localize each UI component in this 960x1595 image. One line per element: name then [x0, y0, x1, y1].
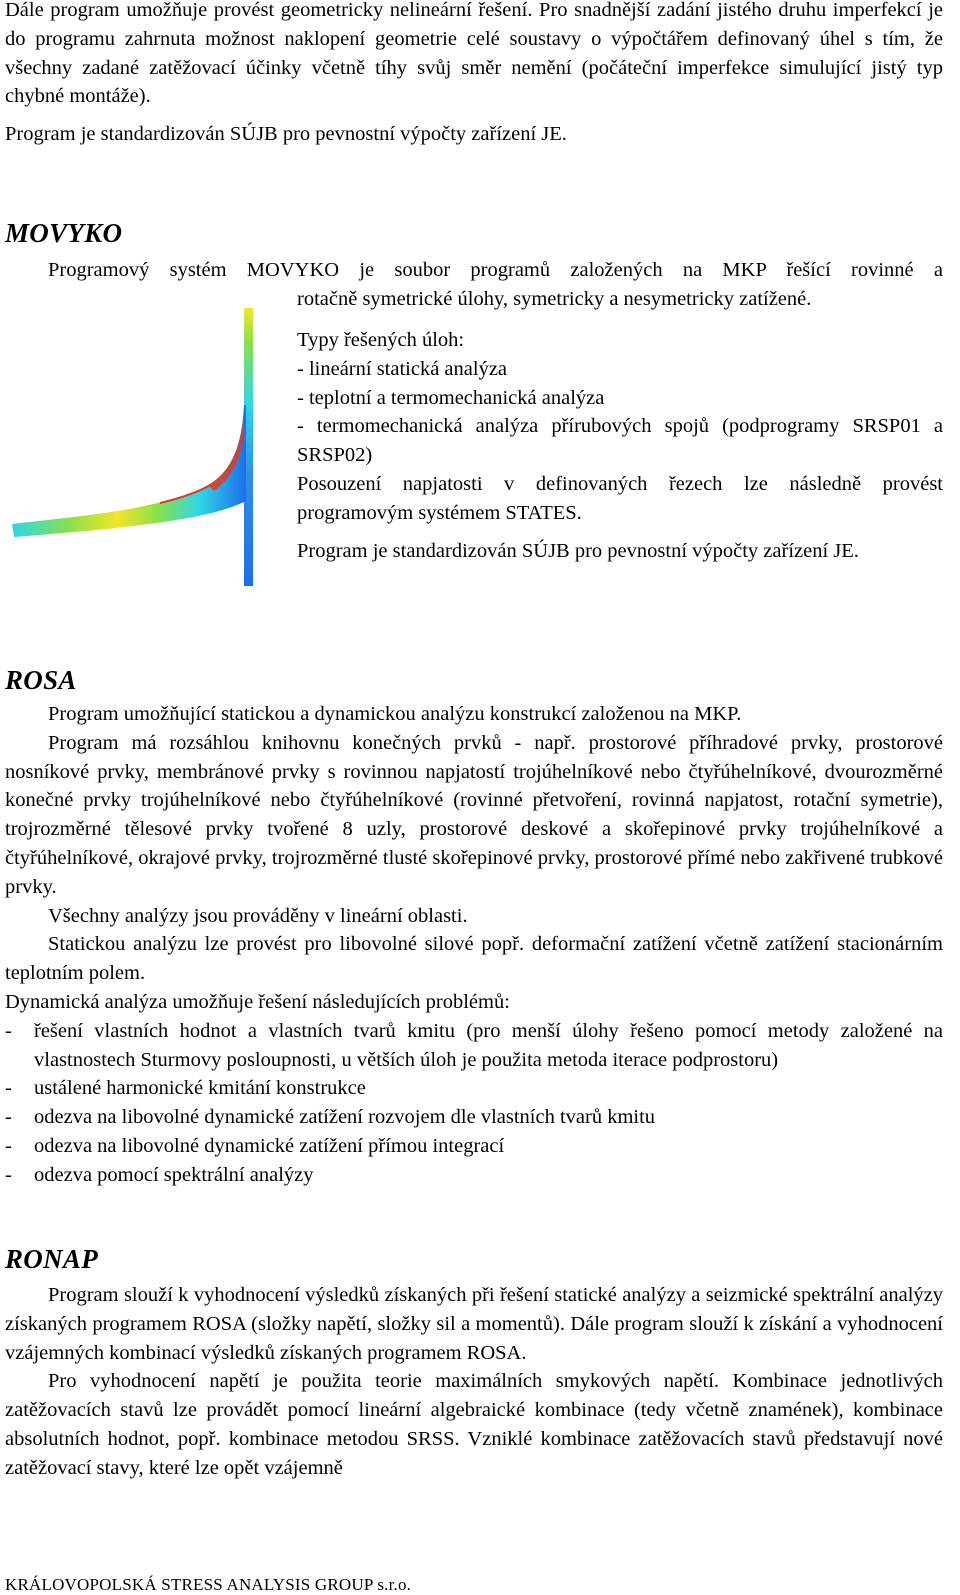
- rosa-paragraph-5: Dynamická analýza umožňuje řešení následujících problémů:: [5, 990, 510, 1013]
- rosa-paragraph-3: Všechny analýzy jsou prováděny v lineární oblasti.: [48, 904, 468, 927]
- rosa-paragraph-2: Program má rozsáhlou knihovnu konečných prvků - např. prostorové příhradové prvky, prostorové nosníkové prvky, membránové prvky s rovinnou napjatostí trojúhelníkové nebo čtyřúhelníkové, dvourozměrné konečné prvky trojúhelníkové nebo čtyřúhelníkové (rovinné přetvoření, rovinná napjatost, rotační symetrie), trojrozměrné tělesové prvky tvořené 8 uzly, prostorové deskové a skořepinové prvky trojúhelníkové a čtyřúhelníkové, okrajové prvky, trojrozměrné tlusté skořepinové prvky, prostorové přímé nebo zakřivené trubkové prvky.: [5, 731, 943, 898]
- list-item-text: řešení vlastních hodnot a vlastních tvarů kmitu (pro menší úlohy řešeno pomocí metody založené na vlastnostech Sturmovy posloupnosti, u větších úloh je použita metoda iterace podprostoru): [34, 1019, 943, 1071]
- rosa-paragraph-4: Statickou analýzu lze provést pro libovolné silové popř. deformační zatížení včetně zatížení stacionárním teplotním polem.: [5, 933, 943, 985]
- list-item: [5, 1017, 943, 1075]
- list-item: [5, 1103, 943, 1132]
- rosa-body: [5, 700, 943, 1190]
- movyko-heading: MOVYKO: [5, 218, 123, 248]
- ronap-heading: RONAP: [5, 1244, 99, 1274]
- list-item: [5, 1132, 943, 1161]
- ronap-paragraph-2: Pro vyhodnocení napětí je použita teorie maximálních smykových napětí. Kombinace jednotlivých zatěžovacích stavů lze provádět pomocí lineární algebraické kombinace (tedy včetně znamének), kombinace absolutních hodnot, popř. kombinace metodou SRSS. Vzniklé kombinace zatěžovacích stavů představují nové zatěžovací stavy, které lze opět vzájemně: [5, 1370, 943, 1479]
- list-item-text: odezva na libovolné dynamické zatížení rozvojem dle vlastních tvarů kmitu: [34, 1106, 656, 1129]
- movyko-assessment: Posouzení napjatosti v definovaných řezech lze následně provést programovým systémem STATES.: [297, 472, 943, 524]
- movyko-standard-note: Program je standardizován SÚJB pro pevnostní výpočty zařízení JE.: [297, 539, 859, 562]
- task-type-2: - teplotní a termomechanická analýza: [297, 386, 605, 409]
- rosa-heading: ROSA: [5, 665, 77, 695]
- dynamic-problems-list: [5, 1017, 943, 1190]
- movyko-intro-line2: rotačně symetrické úlohy, symetricky a nesymetricky zatížené.: [297, 287, 812, 310]
- intro-paragraph: Dále program umožňuje provést geometricky nelineární řešení. Pro snadnější zadání jistého druhu imperfekcí je do programu zahrnuta možnost naklopení geometrie celé soustavy o výpočtářem definovaný úhel s tím, že všechny zadané zatěžovací účinky včetně tíhy svůj směr nemění (počáteční imperfekce simulující jistý typ chybné montáže).: [5, 0, 943, 108]
- fem-stress-figure: [10, 305, 290, 590]
- list-item-text: odezva na libovolné dynamické zatížení přímou integrací: [34, 1134, 505, 1157]
- task-type-3: - termomechanická analýza přírubových spojů (podprogramy SRSP01 a SRSP02): [297, 415, 943, 467]
- task-type-1: - lineární statická analýza: [297, 357, 508, 380]
- list-item-text: odezva pomocí spektrální analýzy: [34, 1163, 314, 1186]
- list-dash: -: [5, 1077, 12, 1100]
- flange-shell: [12, 405, 246, 537]
- movyko-intro-line1: Programový systém MOVYKO je soubor programů založených na MKP řešící rovinné a: [48, 259, 943, 281]
- page-footer: KRÁLOVOPOLSKÁ STRESS ANALYSIS GROUP s.r.o.: [5, 1575, 412, 1594]
- list-dash: -: [5, 1163, 12, 1186]
- list-dash: -: [5, 1134, 12, 1157]
- fem-stress-plot: [10, 305, 290, 590]
- list-item: [5, 1074, 943, 1103]
- list-dash: -: [5, 1106, 12, 1129]
- list-item: [5, 1161, 943, 1190]
- movyko-details: [297, 326, 943, 565]
- intro-standard-note: Program je standardizován SÚJB pro pevnostní výpočty zařízení JE.: [5, 123, 567, 146]
- rosa-paragraph-1: Program umožňující statickou a dynamickou analýzu konstrukcí založenou na MKP.: [48, 703, 742, 725]
- ronap-body: [5, 1281, 943, 1483]
- list-item-text: ustálené harmonické kmitání konstrukce: [34, 1077, 366, 1100]
- intro-section: [5, 0, 943, 149]
- task-types-title: Typy řešených úloh:: [297, 329, 465, 351]
- ronap-paragraph-1: Program slouží k vyhodnocení výsledků získaných při řešení statické analýzy a seizmické spektrální analýzy získaných programem ROSA (složky napětí, složky sil a momentů). Dále program slouží k získání a vyhodnocení vzájemných kombinací výsledků získaných programem ROSA.: [5, 1284, 943, 1364]
- list-dash: -: [5, 1019, 12, 1042]
